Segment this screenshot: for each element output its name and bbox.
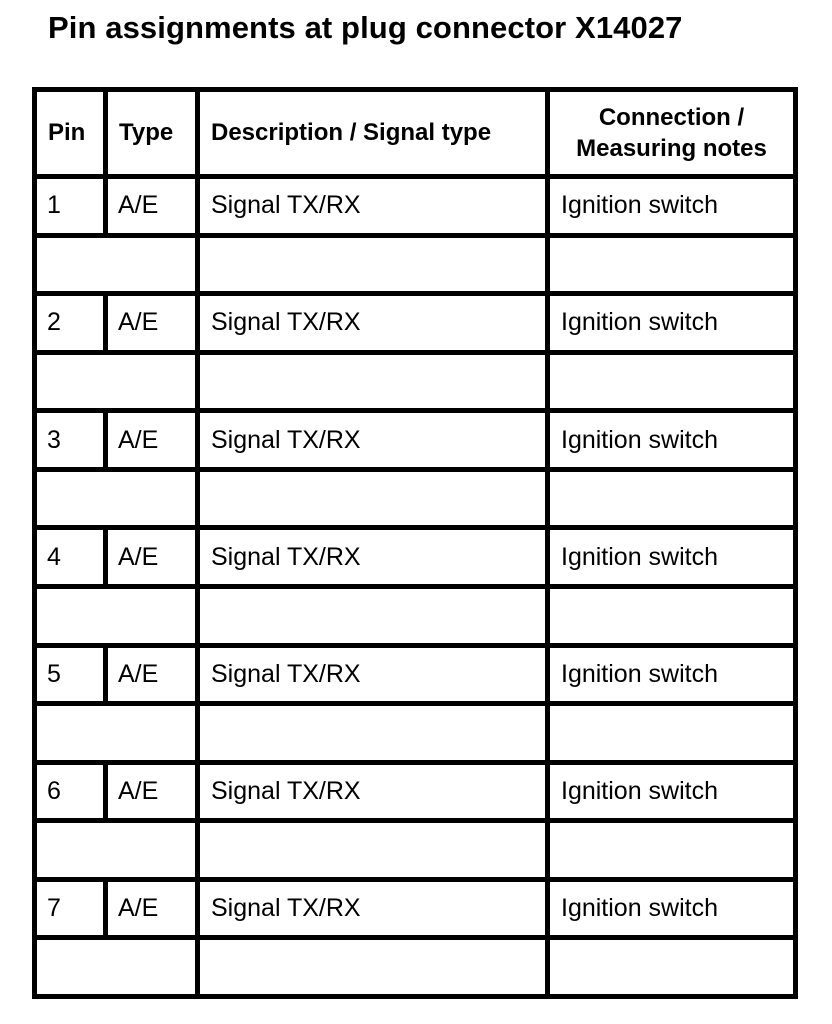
table-row [35,879,796,938]
pin-cell: 3 [35,411,106,470]
table-row [35,645,796,704]
page-title: Pin assignments at plug connector X14027 [48,10,683,45]
spacer-cell [548,586,796,645]
type-cell: A/E [106,528,198,587]
connection-cell: Ignition switch [548,411,796,470]
spacer-row [35,586,796,645]
description-cell: Signal TX/RX [198,879,548,938]
type-cell: A/E [106,645,198,704]
pin-cell: 1 [35,177,106,236]
spacer-cell [548,352,796,411]
pin-cell: 2 [35,294,106,353]
spacer-cell [35,821,198,880]
spacer-cell [35,938,198,997]
connection-cell: Ignition switch [548,762,796,821]
spacer-cell [198,704,548,763]
connection-cell: Ignition switch [548,528,796,587]
table-row [35,294,796,353]
table-row [35,411,796,470]
spacer-cell [548,704,796,763]
connection-cell: Ignition switch [548,645,796,704]
spacer-row [35,352,796,411]
table-body [35,177,796,997]
header-connection [548,90,796,177]
type-cell: A/E [106,879,198,938]
pin-assignment-table [32,87,798,999]
table-header-row [35,90,796,177]
table-row [35,177,796,236]
spacer-cell [198,352,548,411]
header-connection-line1: Connection / [598,104,745,131]
spacer-row [35,938,796,997]
spacer-cell [198,586,548,645]
header-type: Type [106,90,198,177]
header-pin: Pin [35,90,106,177]
spacer-cell [198,821,548,880]
spacer-row [35,469,796,528]
spacer-cell [548,821,796,880]
description-cell: Signal TX/RX [198,762,548,821]
header-description: Description / Signal type [198,90,548,177]
pin-cell: 4 [35,528,106,587]
connection-cell: Ignition switch [548,879,796,938]
table-row [35,762,796,821]
spacer-row [35,821,796,880]
spacer-cell [35,352,198,411]
type-cell: A/E [106,762,198,821]
spacer-cell [198,235,548,294]
pin-cell: 6 [35,762,106,821]
spacer-cell [198,469,548,528]
spacer-cell [548,469,796,528]
type-cell: A/E [106,177,198,236]
connection-cell: Ignition switch [548,177,796,236]
connection-cell: Ignition switch [548,294,796,353]
spacer-cell [548,235,796,294]
spacer-cell [35,235,198,294]
spacer-row [35,235,796,294]
pin-cell: 7 [35,879,106,938]
description-cell: Signal TX/RX [198,411,548,470]
spacer-cell [35,469,198,528]
type-cell: A/E [106,294,198,353]
pin-cell: 5 [35,645,106,704]
spacer-cell [35,586,198,645]
spacer-cell [35,704,198,763]
description-cell: Signal TX/RX [198,294,548,353]
description-cell: Signal TX/RX [198,177,548,236]
description-cell: Signal TX/RX [198,645,548,704]
spacer-row [35,704,796,763]
type-cell: A/E [106,411,198,470]
header-connection-line2: Measuring notes [576,135,767,162]
table-row [35,528,796,587]
spacer-cell [198,938,548,997]
spacer-cell [548,938,796,997]
description-cell: Signal TX/RX [198,528,548,587]
